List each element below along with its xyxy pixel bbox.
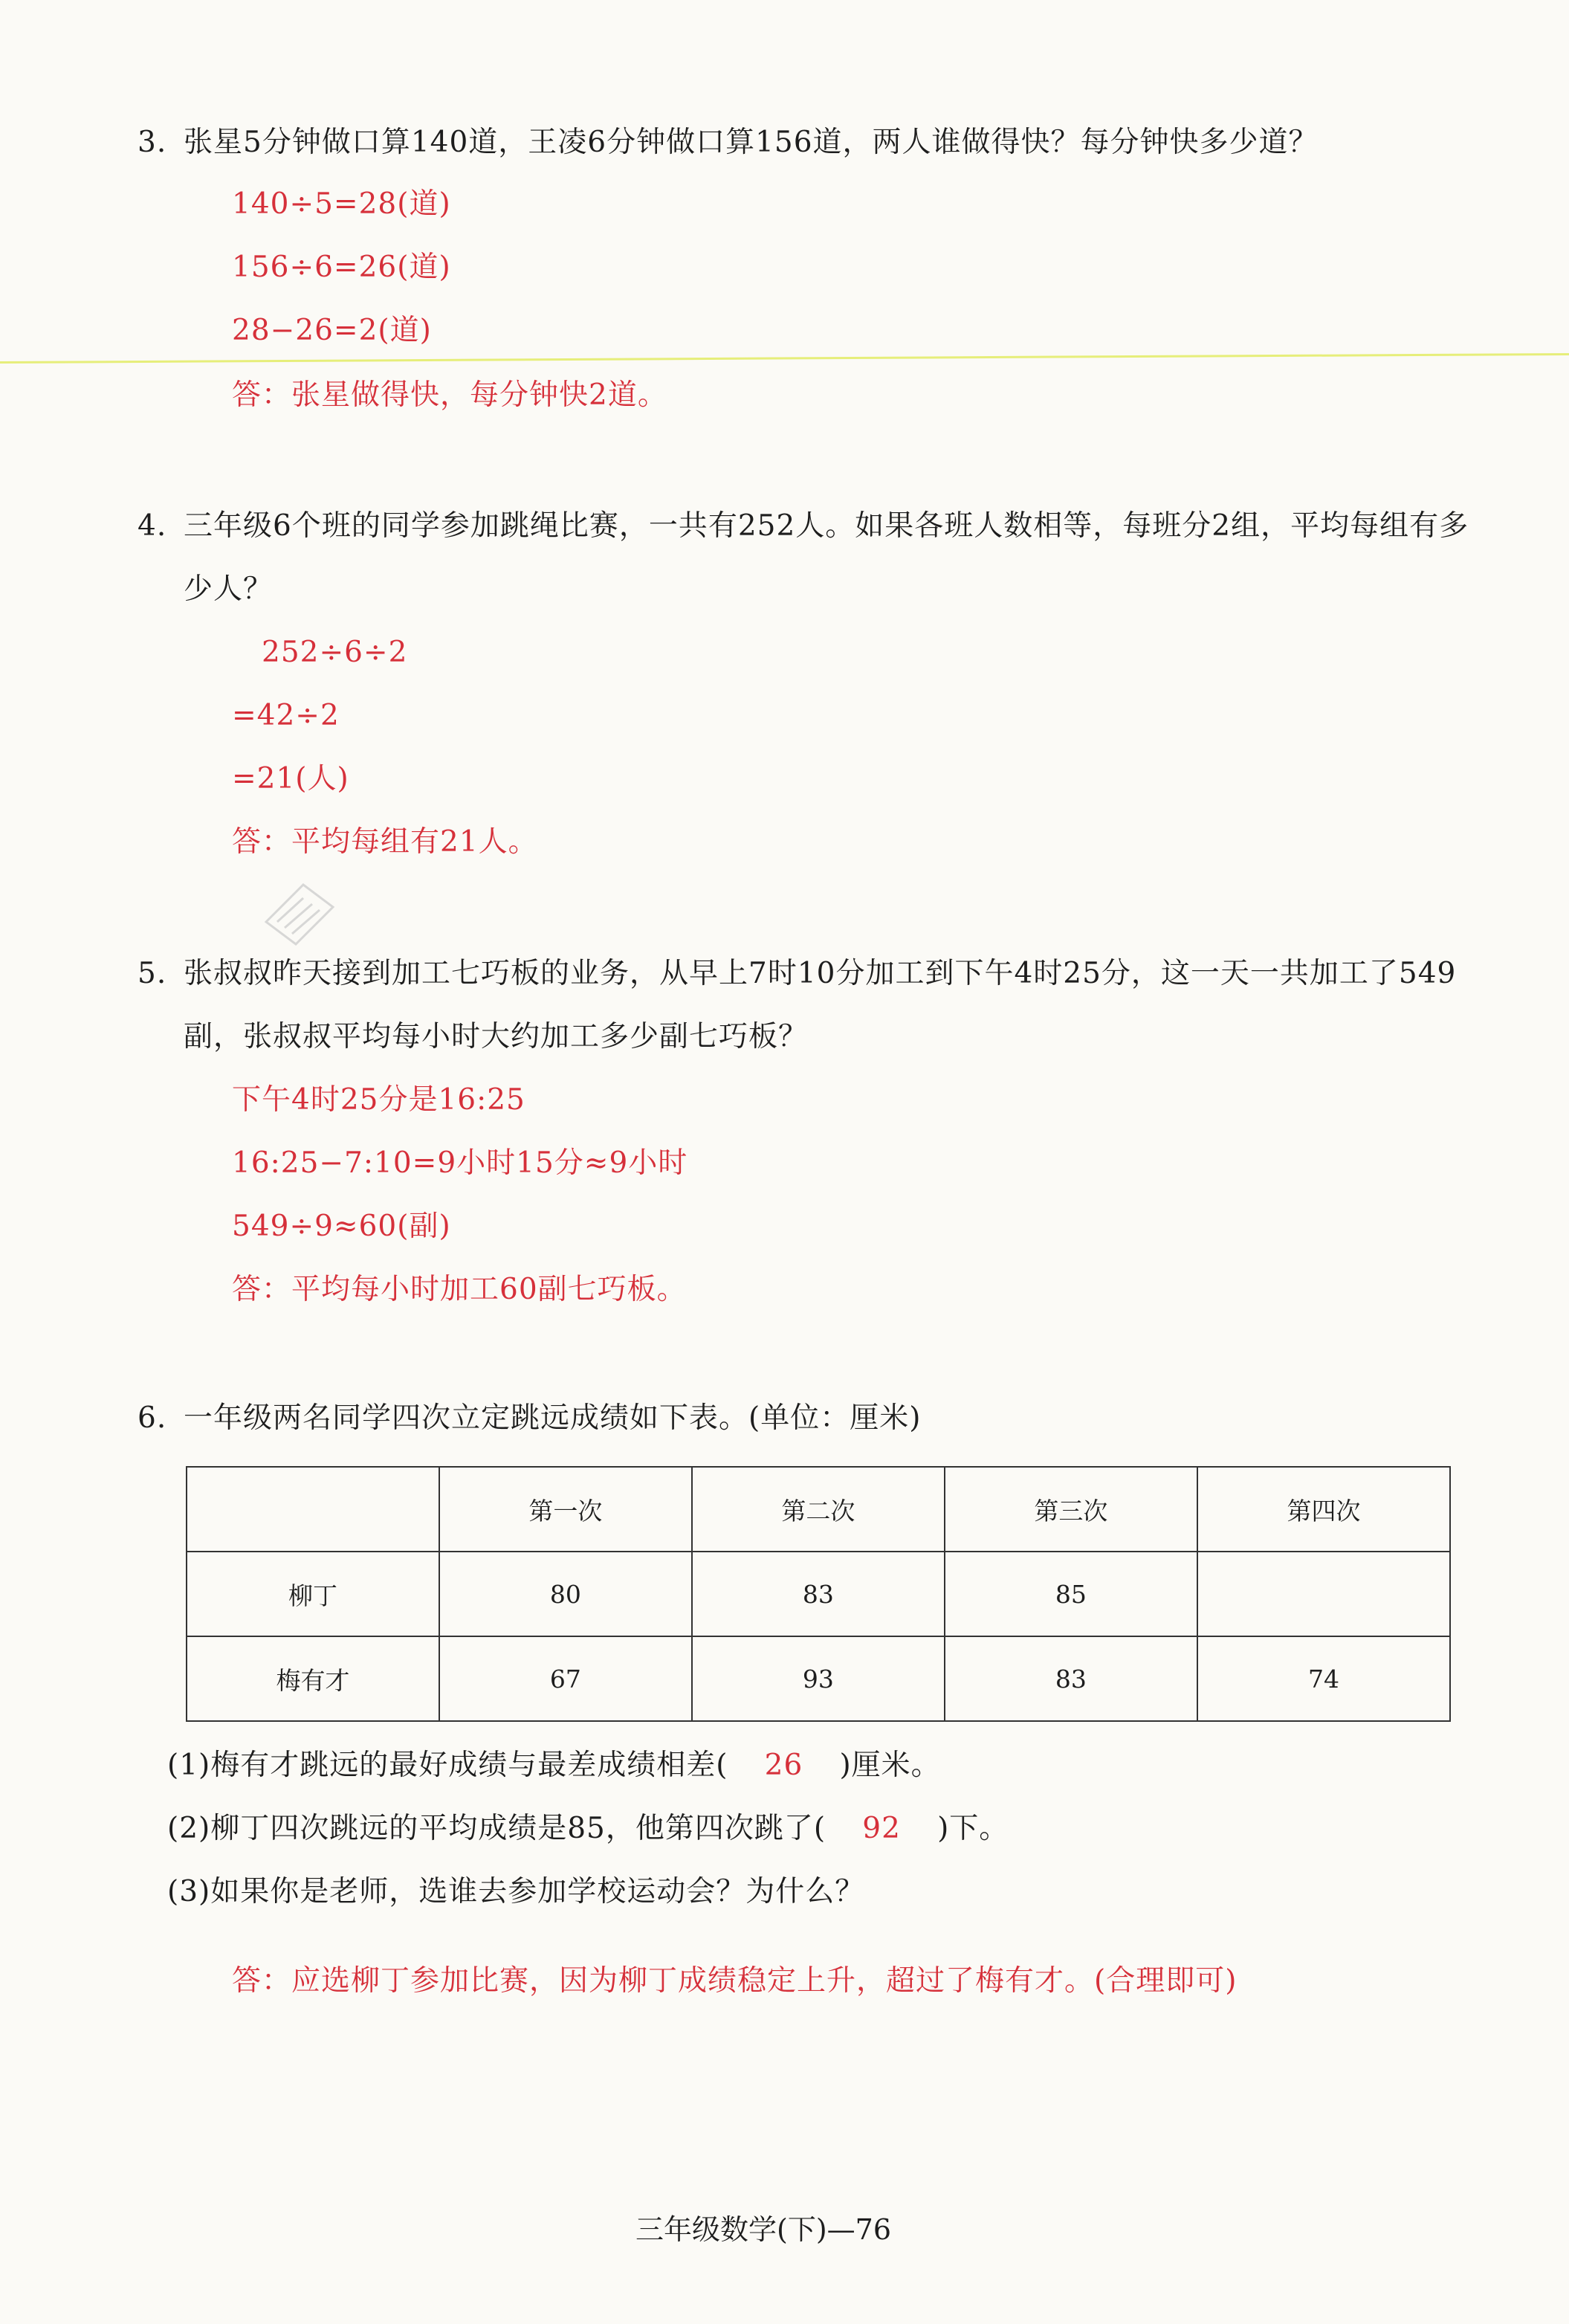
watermark-stamp-icon xyxy=(259,877,340,952)
fill-answer: 26 xyxy=(764,1749,803,1782)
score-table xyxy=(186,1466,1451,1722)
table-cell: 柳丁 xyxy=(187,1552,439,1636)
sub-question-text: (2)柳丁四次跳远的平均成绩是85，他第四次跳了( xyxy=(167,1812,826,1845)
question-6 xyxy=(138,1401,922,1435)
answer-conclusion: 答：平均每组有21人。 xyxy=(232,825,538,859)
question-text: 一年级两名同学四次立定跳远成绩如下表。(单位：厘米) xyxy=(184,1401,922,1435)
table-header-cell xyxy=(187,1467,439,1552)
sub-question-text: (1)梅有才跳远的最好成绩与最差成绩相差( xyxy=(167,1749,728,1782)
question-number: 6. xyxy=(138,1401,167,1435)
table-header-row xyxy=(187,1467,1450,1552)
table-cell: 74 xyxy=(1197,1636,1450,1721)
answer-line: 252÷6÷2 xyxy=(262,636,408,669)
answer-line: 156÷6=26(道) xyxy=(232,251,451,284)
table-header-cell: 第四次 xyxy=(1197,1467,1450,1552)
question-text-continued: 副，张叔叔平均每小时大约加工多少副七巧板？ xyxy=(184,1020,809,1053)
answer-line: 下午4时25分是16:25 xyxy=(232,1083,525,1117)
answer-line: =42÷2 xyxy=(232,699,340,732)
sub-question-1 xyxy=(167,1751,941,1780)
answer-conclusion: 答：张星做得快，每分钟快2道。 xyxy=(232,378,667,412)
answer-line: 28−26=2(道) xyxy=(232,314,432,347)
question-text: 三年级6个班的同学参加跳绳比赛，一共有252人。如果各班人数相等，每班分2组，平均每组有多 xyxy=(184,509,1469,543)
answer-line: 140÷5=28(道) xyxy=(232,187,451,221)
table-cell: 80 xyxy=(439,1552,692,1636)
question-5 xyxy=(138,959,1456,988)
question-number: 4. xyxy=(138,509,167,543)
question-4 xyxy=(138,509,1469,543)
answer-line: =21(人) xyxy=(232,762,349,795)
question-text: 张星5分钟做口算140道，王凌6分钟做口算156道，两人谁做得快？每分钟快多少道？ xyxy=(184,126,1319,159)
table-header-cell: 第二次 xyxy=(692,1467,945,1552)
page-footer: 三年级数学(下)—76 xyxy=(635,2213,892,2246)
table-cell: 93 xyxy=(692,1636,945,1721)
answer-line: 549÷9≈60(副) xyxy=(232,1210,451,1243)
table-header-cell: 第一次 xyxy=(439,1467,692,1552)
sub-question-text: )厘米。 xyxy=(839,1749,941,1782)
table-header-cell: 第三次 xyxy=(945,1467,1197,1552)
answer-conclusion: 答：应选柳丁参加比赛，因为柳丁成绩稳定上升，超过了梅有才。(合理即可) xyxy=(232,1964,1238,1998)
sub-question-text: )下。 xyxy=(937,1812,1009,1845)
table-cell: 梅有才 xyxy=(187,1636,439,1721)
table-cell: 85 xyxy=(945,1552,1197,1636)
question-3 xyxy=(138,128,1319,157)
table-cell xyxy=(1197,1552,1450,1636)
question-text-continued: 少人？ xyxy=(184,572,274,606)
table-cell: 83 xyxy=(692,1552,945,1636)
sub-question-3: (3)如果你是老师，选谁去参加学校运动会？为什么？ xyxy=(167,1875,865,1908)
fill-answer: 92 xyxy=(862,1812,901,1845)
highlighter-mark xyxy=(0,353,1569,364)
question-number: 5. xyxy=(138,957,167,990)
table-cell: 83 xyxy=(945,1636,1197,1721)
table-row xyxy=(187,1636,1450,1721)
question-number: 3. xyxy=(138,126,167,159)
table-row xyxy=(187,1552,1450,1636)
answer-line: 16:25−7:10=9小时15分≈9小时 xyxy=(232,1146,688,1180)
answer-conclusion: 答：平均每小时加工60副七巧板。 xyxy=(232,1273,687,1306)
question-text: 张叔叔昨天接到加工七巧板的业务，从早上7时10分加工到下午4时25分，这一天一共加工了549 xyxy=(184,957,1457,990)
sub-question-2 xyxy=(167,1814,1009,1843)
table-cell: 67 xyxy=(439,1636,692,1721)
